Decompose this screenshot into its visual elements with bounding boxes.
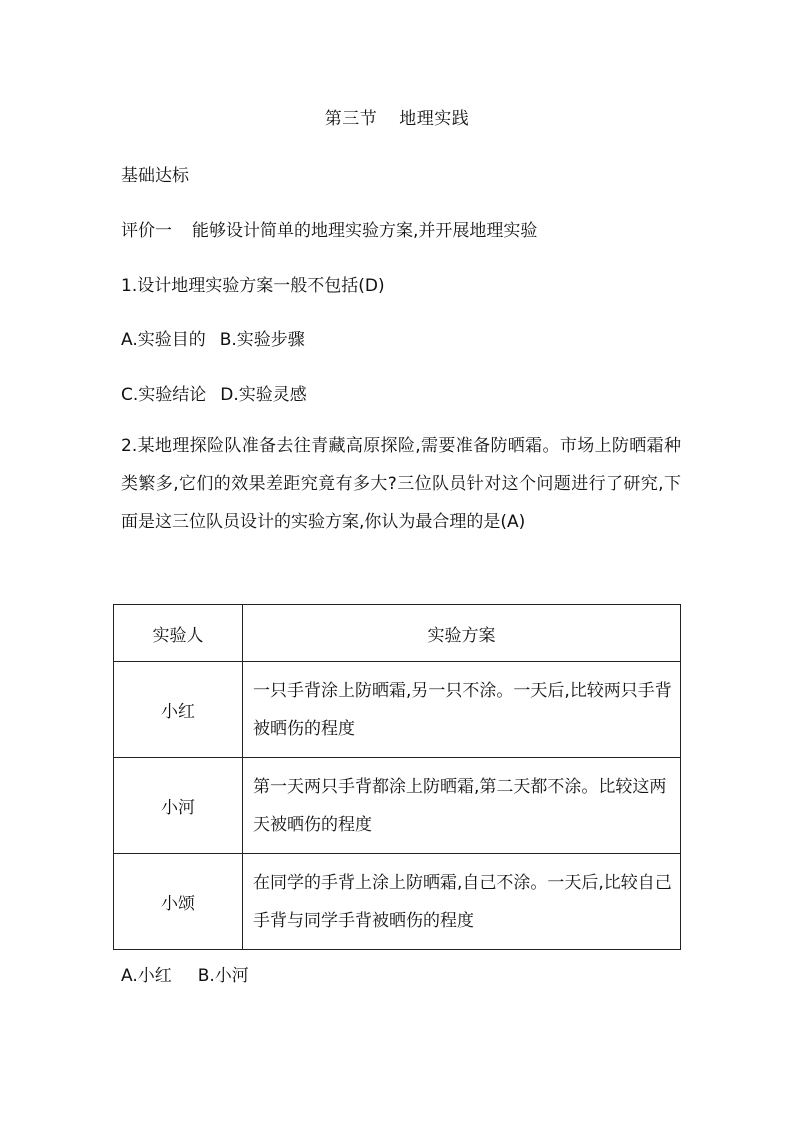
section-heading: 基础达标 [121, 166, 189, 186]
title-section-name: 地理实践 [399, 109, 470, 129]
title-section-number: 第三节 [324, 109, 378, 129]
row-person: 小颂 [114, 854, 243, 950]
header-person: 实验人 [114, 605, 243, 662]
header-plan: 实验方案 [243, 605, 681, 662]
question-2-options-row-1 [121, 961, 249, 986]
evaluation-label: 评价一 [121, 221, 172, 241]
question-1-stem: 1.设计地理实验方案一般不包括(D) [121, 276, 385, 296]
option-b: B.实验步骤 [219, 330, 305, 350]
table-row [114, 662, 681, 758]
row-plan: 在同学的手背上涂上防晒霜,自己不涂。一天后,比较自己手背与同学手背被晒伤的程度 [243, 854, 681, 950]
table-row [114, 854, 681, 950]
option-c: C.实验结论 [121, 385, 207, 405]
row-person: 小红 [114, 662, 243, 758]
option-a: A.实验目的 [121, 330, 206, 350]
experiment-table [113, 604, 681, 950]
evaluation-text: 能够设计简单的地理实验方案,并开展地理实验 [192, 221, 538, 241]
page-title [0, 104, 794, 129]
row-person: 小河 [114, 758, 243, 854]
evaluation-heading [121, 216, 537, 241]
option-b: B.小河 [197, 966, 249, 986]
question-2-stem: 2.某地理探险队准备去往青藏高原探险,需要准备防晒霜。市场上防晒霜种类繁多,它们的效果差距究竟有多大?三位队员针对这个问题进行了研究,下面是这三位队员设计的实验方案,你认为最合理的是(A) [121, 436, 681, 532]
table-header-row [114, 605, 681, 662]
question-1-options-row-2 [121, 380, 307, 405]
table-row [114, 758, 681, 854]
option-d: D.实验灵感 [220, 385, 307, 405]
option-a: A.小红 [121, 966, 172, 986]
question-1-options-row-1 [121, 325, 305, 350]
row-plan: 第一天两只手背都涂上防晒霜,第二天都不涂。比较这两天被晒伤的程度 [243, 758, 681, 854]
row-plan: 一只手背涂上防晒霜,另一只不涂。一天后,比较两只手背被晒伤的程度 [243, 662, 681, 758]
